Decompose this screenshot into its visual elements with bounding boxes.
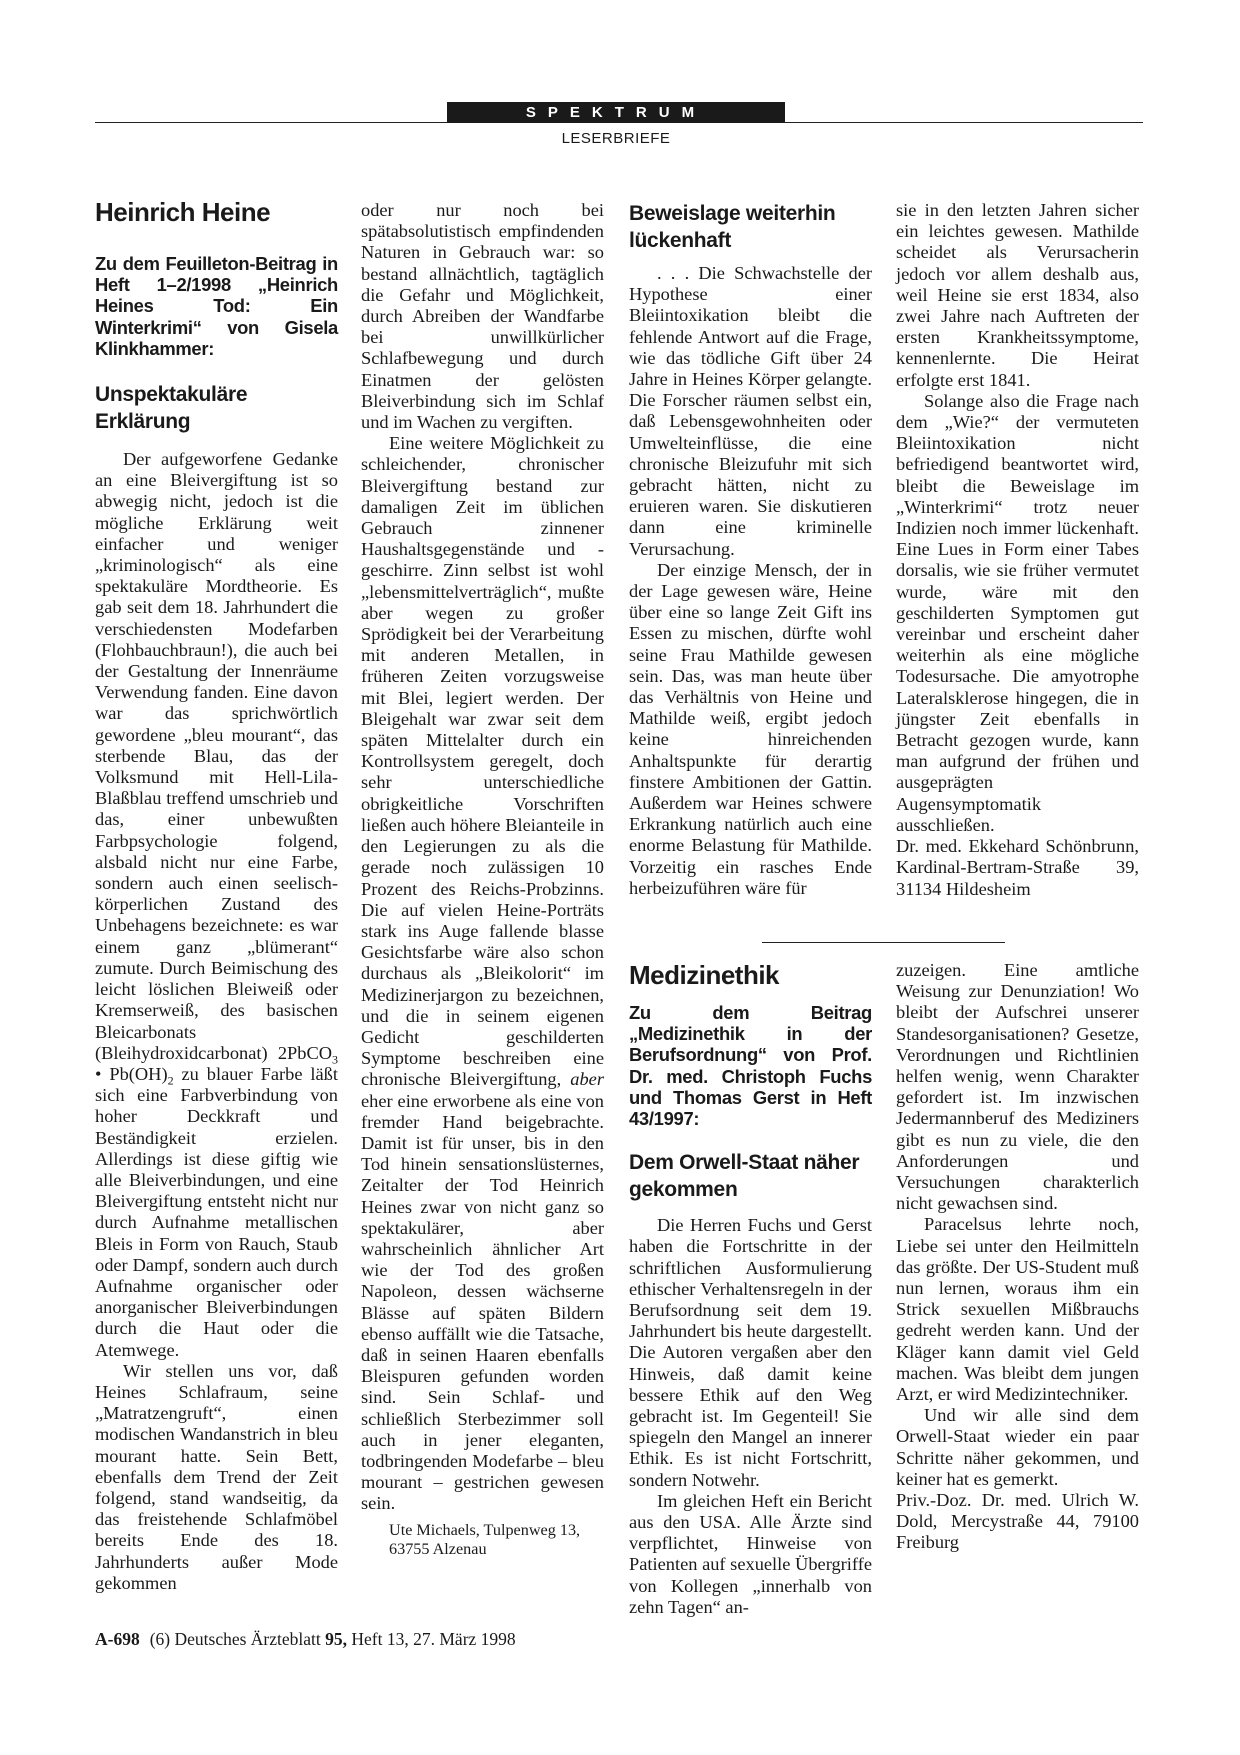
letter-heading-3: Dem Orwell-Staat näher gekommen <box>629 1151 860 1202</box>
section-label: SPEKTRUM <box>447 102 785 123</box>
letter1-paragraph-3: oder nur noch bei spätabsolutistisch empfindenden Naturen in Gebrauch war: so bestand allnächtlich, tagtäglich die Gefahr und Möglichkeit, durch Abreiben der Wandfarbe bei unwillkürlicher Schlafbewegung und durch Einatmen der gelösten Bleiverbindung sich im Schlaf und im Wachen zu vergiften. <box>361 200 604 433</box>
letter1-paragraph-4: Eine weitere Möglichkeit zu schleichender, chronischer Bleivergiftung bestand zur damaligen Zeit im üblichen Gebrauch zinnener Haushaltsgegenstände und -geschirre. Zinn selbst ist wohl „lebensmittelverträglich“, mußte aber wegen zu großer Sprödigkeit bei der Verarbeitung mit anderen Metallen, in früheren Zeiten vorzugsweise mit Blei, legiert werden. Der Bleigehalt war zwar seit dem späten Mittelalter durch ein Kontrollsystem geregelt, doch sehr unterschiedliche obrigkeitliche Vorschriften ließen auch höhere Bleianteile in den Legierungen zu als die gerade noch zulässigen 10 Prozent des Reichs-Probzinns. Die auf vielen Heine-Porträts stark ins Auge fallende blasse Gesichtsfarbe wäre also schon durchaus als „Bleikolorit“ im Medizinerjargon zu bezeichnen, und die in seinem eigenen Gedicht geschilderten Symptome beschreiben eine chronische Bleivergiftung, aber eher eine erworbene als eine von fremder Hand beigebrachte. Damit ist für unser, bis in den Tod hinein sensationslüsternes, Zeitalter der Tod Heinrich Heines zwar von nicht ganz so spektakulärer, aber wahrscheinlich ähnlicher Art wie der Tod des großen Napoleon, dessen wächserne Blässe auf späten Bildern ebenso auffällt wie die Tatsache, daß in seinen Haaren ebenfalls Bleispuren gefunden worden sind. Sein Schlaf- und schließlich Sterbezimmer soll auch in jener eleganten, todbringenden Modefarbe – bleu mourant – gestrichen gewesen sein. <box>361 433 604 1514</box>
letter3-paragraph-3: zuzeigen. Eine amtliche Weisung zur Denunziation! Wo bleibt der Aufschrei unserer Standesorganisationen? Gesetze, Verordnungen und Richtlinien helfen wenig, wenn Charakter gefordert ist. Im inzwischen Jedermannberuf des Mediziners gibt es nun zu viele, die den Anforderungen und Versuchungen charakterlich nicht gewachsen sind. <box>896 960 1139 1214</box>
journal-volume: 95, <box>325 1629 348 1649</box>
journal-name: (6) Deutsches Ärzteblatt <box>149 1629 321 1649</box>
column-3-top <box>629 200 872 899</box>
page-footer <box>95 1628 516 1650</box>
column-2 <box>361 200 604 1560</box>
letter2-paragraph-1: . . . Die Schwachstelle der Hypothese einer Bleiintoxikation bleibt die fehlende Antwort auf die Frage, wie das tödliche Gift über 24 Jahre in Heines Körper gelangte. Die Forscher räumen selbst ein, daß Lebensgewohnheiten oder Umwelteinflüsse, die eine chronische Bleizufuhr mit sich gebracht hätten, nicht zu eruieren waren. Sie diskutieren dann eine kriminelle Verursachung. <box>629 263 872 559</box>
article-title-heine: Heinrich Heine <box>95 197 271 227</box>
signature-dold: Priv.-Doz. Dr. med. Ulrich W. Dold, Mercystraße 44, 79100 Freiburg <box>896 1490 1139 1553</box>
letter3-paragraph-5: Und wir alle sind dem Orwell-Staat wieder ein paar Schritte näher gekommen, und keiner hat es gemerkt. <box>896 1405 1139 1489</box>
signature-michaels: Ute Michaels, Tulpenweg 13, 63755 Alzenau <box>389 1520 581 1559</box>
letter3-paragraph-1: Die Herren Fuchs und Gerst haben die Fortschritte in der schriftlichen Ausformulierung ethischer Verhaltensregeln in der Berufsordnung seit dem 19. Jahrhundert bis heute dargestellt. Die Autoren vergaßen aber den Hinweis, daß damit keine bessere Ethik auf den Weg gebracht ist. Im Gegenteil! Sie spiegeln den Mangel an innerer Ethik. Es ist nicht Fortschritt, sondern Notwehr. <box>629 1215 872 1490</box>
letter2-paragraph-3: sie in den letzten Jahren sicher ein leichtes gewesen. Mathilde scheidet als Verursacherin jedoch vor allem deshalb aus, weil Heine sie erst 1834, also zwei Jahre nach Auftreten der ersten Krankheitssymptome, kennenlernte. Die Heirat erfolgte erst 1841. <box>896 200 1139 390</box>
letter-heading-2: Beweislage weiterhin lückenhaft <box>629 202 836 252</box>
article-title-medizinethik: Medizinethik <box>629 960 780 990</box>
letter3-paragraph-4: Paracelsus lehrte noch, Liebe sei unter den Heilmitteln das größte. Der US-Student muß nun lernen, woraus ihm ein Strick sexuellen Mißbrauchs gedreht werden kann. Und der Kläger kann damit viel Geld machen. Was bleibt dem jungen Arzt, er wird Medizintechniker. <box>896 1214 1139 1405</box>
page-number: A-698 <box>95 1629 140 1649</box>
letter2-paragraph-2: Der einzige Mensch, der in der Lage gewesen wäre, Heine über eine so lange Zeit Gift ins Essen zu mischen, dürfte wohl seine Frau Mathilde gewesen sein. Das, was man heute über das Verhältnis von Heine und Mathilde weiß, ergibt jedoch keine hinreichenden Anhaltspunkte für derartig finstere Ambitionen der Gattin. Außerdem war Heines schwere Erkrankung natürlich auch eine enorme Belastung für Mathilde. Vorzeitig ein rasches Ende herbeizuführen wäre für <box>629 559 872 898</box>
subsection-label: LESERBRIEFE <box>561 130 671 147</box>
journal-issue: Heft 13, 27. März 1998 <box>347 1629 516 1649</box>
column-1 <box>95 197 338 1594</box>
article-intro-heine: Zu dem Feuilleton-Beitrag in Heft 1–2/1998 „Heinrich Heines Tod: Ein Winterkrimi“ von Gisela Klinkhammer: <box>95 253 338 359</box>
letter3-paragraph-2: Im gleichen Heft ein Bericht aus den USA. Alle Ärzte sind verpflichtet, Hinweise von Patienten auf sexuelle Übergriffe von Kollegen „innerhalb von zehn Tagen“ an- <box>629 1490 872 1617</box>
signature-schoenbrunn: Dr. med. Ekkehard Schönbrunn, Kardinal-Bertram-Straße 39, 31134 Hildesheim <box>896 836 1139 899</box>
section-divider <box>762 942 1005 943</box>
letter1-paragraph-2: Wir stellen uns vor, daß Heines Schlafraum, seine „Matratzengruft“, einen modischen Wandanstrich in bleu mourant hatte. Sein Bett, ebenfalls dem Trend der Zeit folgend, stand wandseitig, da das freistehende Schlafmöbel bereits Ende des 18. Jahrhunderts außer Mode gekommen <box>95 1360 338 1593</box>
article-intro-medizinethik: Zu dem Beitrag „Medizinethik in der Berufsordnung“ von Prof. Dr. med. Christoph Fuchs und Thomas Gerst in Heft 43/1997: <box>629 1002 872 1130</box>
letter2-paragraph-4: Solange also die Frage nach dem „Wie?“ der vermuteten Bleiintoxikation nicht befriedigend beantwortet wird, bleibt die Beweislage im „Winterkrimi“ trotz neuer Indizien noch immer lückenhaft. Eine Lues in Form einer Tabes dorsalis, wie sie früher vermutet wurde, wäre mit den geschilderten Symptomen gut vereinbar und erscheint daher weiterhin als eine mögliche Todesursache. Die amyotrophe Lateralsklerose hingegen, die in jüngster Zeit ebenfalls in Betracht gezogen wurde, kann man aufgrund der frühen und ausgeprägten Augensymptomatik ausschließen. <box>896 390 1139 835</box>
letter-heading-1: Unspektakuläre Erklärung <box>95 383 248 434</box>
column-4-bottom <box>896 960 1139 1554</box>
letter1-paragraph-1: Der aufgeworfene Gedanke an eine Bleivergiftung ist so abwegig nicht, jedoch ist die mögliche Erklärung weit einfacher und weniger „kriminologisch“ als eine spektakuläre Mordtheorie. Es gab seit dem 18. Jahrhundert die verschiedensten Modefarben (Flohbauchbraun!), die auch bei der Gestaltung der Innenräume Verwendung fanden. Eine davon war das sprichwörtlich gewordene „bleu mourant“, das sterbende Blau, das der Volksmund mit Hell-Lila-Blaßblau treffend umschrieb und das, einer unbewußten Farbpsychologie folgend, alsbald nicht nur eine Farbe, sondern auch einen seelisch-körperlichen Zustand des Unbehagens bezeichnete: es war einem ganz „blümerant“ zumute. Durch Beimischung des leicht löslichen Bleiweiß oder Kremserweiß, des basischen Bleicarbonats (Bleihydroxidcarbonat) 2PbCO$_3$ • $Pb(OH)_2$ zu blauer Farbe läßt sich eine Farbverbindung von hoher Deckkraft und Beständigkeit erzielen. Allerdings ist diese giftig wie alle Bleiverbindungen, und eine Bleivergiftung entsteht nicht nur durch Aufnahme metallischen Bleis in Form von Rauch, Staub oder Dampf, sondern auch durch Aufnahme organischer oder anorganischer Bleiverbindungen durch die Haut oder die Atemwege. <box>95 449 338 1360</box>
column-4-top <box>896 200 1139 900</box>
column-3-bottom <box>629 960 872 1618</box>
